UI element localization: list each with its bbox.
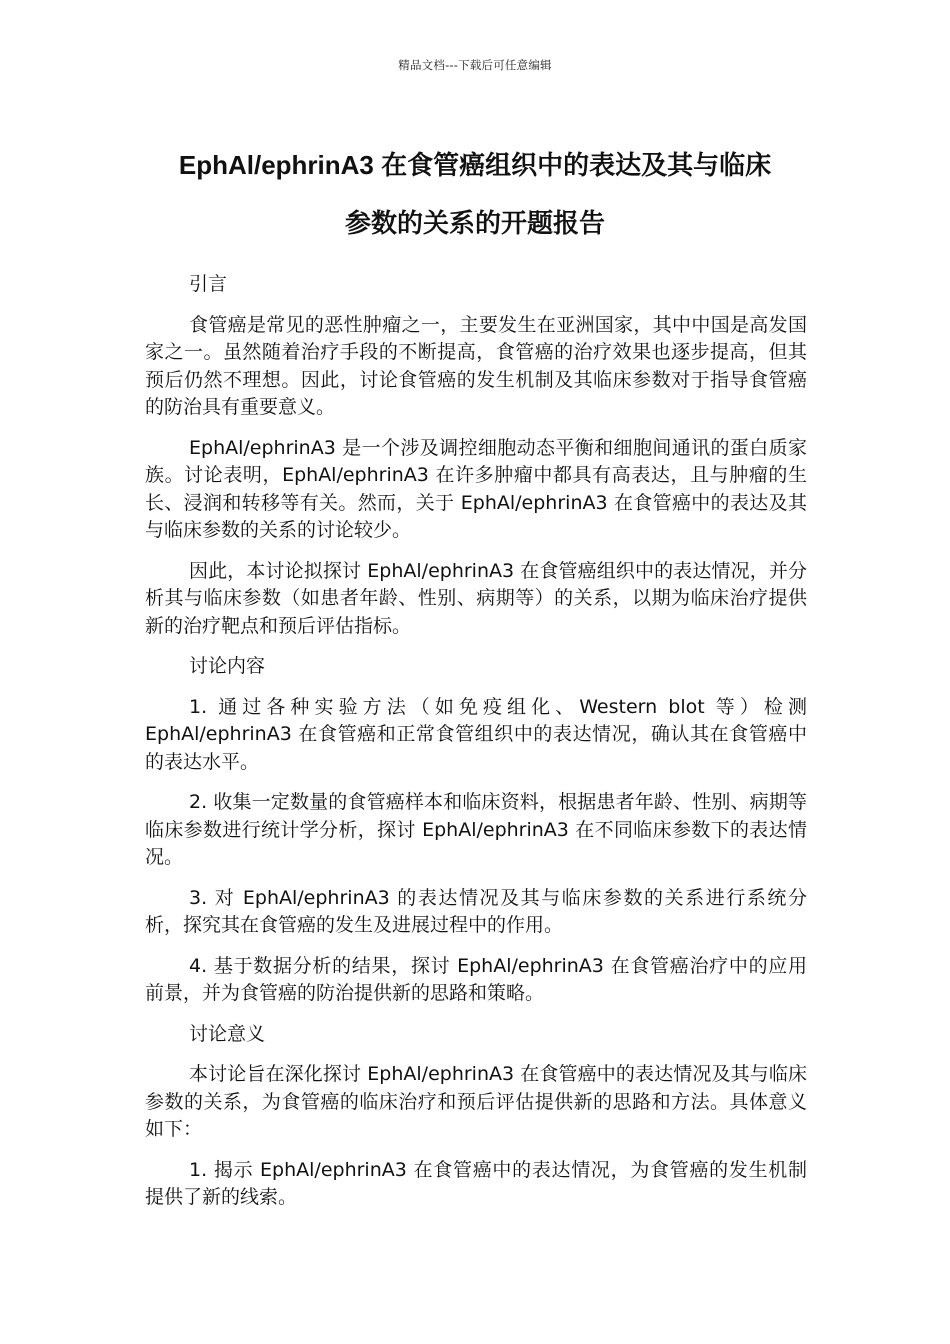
section-heading-intro: 引言 [189,273,228,295]
list-item: 2. 收集一定数量的食管癌样本和临床资料，根据患者年龄、性别、病期等临床参数进行统计学分析，探讨 EphAl/ephrinA3 在不同临床参数下的表达情况。 [145,791,807,868]
paragraph: 食管癌是常见的恶性肿瘤之一，主要发生在亚洲国家，其中中国是高发国家之一。虽然随着治疗手段的不断提高，食管癌的治疗效果也逐步提高，但其预后仍然不理想。因此，讨论食管癌的发生机制及其临床参数对于指导食管癌的防治具有重要意义。 [145,313,807,418]
document-title [120,136,830,252]
paragraph: EphAl/ephrinA3 是一个涉及调控细胞动态平衡和细胞间通讯的蛋白质家族。讨论表明，EphAl/ephrinA3 在许多肿瘤中都具有高表达，且与肿瘤的生长、浸润和转移等有关。然而，关于 EphAl/ephrinA3 在食管癌中的表达及其与临床参数的关系的讨论较少。 [145,436,807,541]
document-body [145,271,807,1225]
document-title-line-2: 参数的关系的开题报告 [344,208,605,238]
paragraph: 因此，本讨论拟探讨 EphAl/ephrinA3 在食管癌组织中的表达情况，并分析其与临床参数（如患者年龄、性别、病期等）的关系，以期为临床治疗提供新的治疗靶点和预后评估指标。 [145,559,807,637]
section-heading-content: 讨论内容 [189,655,266,677]
header-note: 精品文档---下载后可任意编辑 [398,58,552,72]
list-item: 1. 通过各种实验方法（如免疫组化、Western blot 等）检测 EphAl/ephrinA3 在食管癌和正常食管组织中的表达情况，确认其在食管癌中的表达水平。 [145,695,807,773]
list-item: 4. 基于数据分析的结果，探讨 EphAl/ephrinA3 在食管癌治疗中的应用前景，并为食管癌的防治提供新的思路和策略。 [145,954,807,1004]
section-heading-significance: 讨论意义 [189,1022,266,1045]
paragraph: 本讨论旨在深化探讨 EphAl/ephrinA3 在食管癌中的表达情况及其与临床参数的关系，为食管癌的临床治疗和预后评估提供新的思路和方法。具体意义如下： [145,1063,807,1140]
document-title-line-1: EphAl/ephrinA3 在食管癌组织中的表达及其与临床 [178,150,772,180]
list-item: 1. 揭示 EphAl/ephrinA3 在食管癌中的表达情况，为食管癌的发生机制提供了新的线索。 [145,1158,807,1208]
list-item: 3. 对 EphAl/ephrinA3 的表达情况及其与临床参数的关系进行系统分析，探究其在食管癌的发生及进展过程中的作用。 [145,886,807,936]
